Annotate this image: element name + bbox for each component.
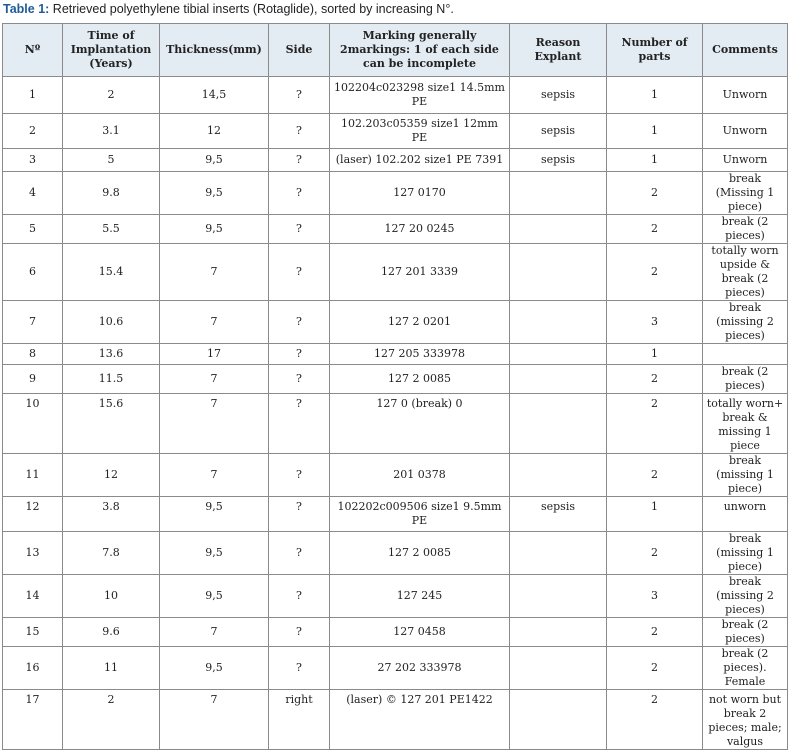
cell-comments: Unworn <box>703 77 788 114</box>
cell-comments: totally worn+ break & missing 1 piece <box>703 394 788 454</box>
cell-time: 15.4 <box>63 244 160 301</box>
cell-marking: (laser) 102.202 size1 PE 7391 <box>330 149 510 172</box>
cell-side: right <box>269 690 330 750</box>
cell-side: ? <box>269 301 330 344</box>
cell-marking: 127 201 3339 <box>330 244 510 301</box>
cell-parts: 1 <box>607 114 703 149</box>
cell-no: 16 <box>3 647 63 690</box>
table-row <box>3 618 788 647</box>
cell-marking: 102204c023298 size1 14.5mm PE <box>330 77 510 114</box>
table-row <box>3 215 788 244</box>
cell-thickness: 9,5 <box>160 172 269 215</box>
cell-marking: 127 0 (break) 0 <box>330 394 510 454</box>
cell-comments: break (missing 1 piece) <box>703 532 788 575</box>
table-row <box>3 301 788 344</box>
cell-side: ? <box>269 149 330 172</box>
table-row <box>3 394 788 454</box>
cell-time: 2 <box>63 690 160 750</box>
cell-comments: Unworn <box>703 114 788 149</box>
cell-thickness: 9,5 <box>160 532 269 575</box>
cell-reason <box>510 172 607 215</box>
col-header-comments: Comments <box>703 24 788 77</box>
cell-reason <box>510 690 607 750</box>
col-header-side: Side <box>269 24 330 77</box>
cell-thickness: 9,5 <box>160 497 269 532</box>
cell-reason <box>510 344 607 365</box>
cell-comments: break (Missing 1 piece) <box>703 172 788 215</box>
cell-no: 17 <box>3 690 63 750</box>
table-caption <box>3 2 454 16</box>
cell-parts: 2 <box>607 532 703 575</box>
cell-parts: 2 <box>607 172 703 215</box>
cell-no: 3 <box>3 149 63 172</box>
cell-side: ? <box>269 365 330 394</box>
cell-reason: sepsis <box>510 497 607 532</box>
cell-comments: break (missing 1 piece) <box>703 454 788 497</box>
cell-thickness: 7 <box>160 301 269 344</box>
cell-side: ? <box>269 244 330 301</box>
cell-no: 8 <box>3 344 63 365</box>
cell-marking: 127 20 0245 <box>330 215 510 244</box>
cell-thickness: 14,5 <box>160 77 269 114</box>
caption-text: Retrieved polyethylene tibial inserts (Rotaglide), sorted by increasing N°. <box>49 2 454 16</box>
col-header-thickness: Thickness(mm) <box>160 24 269 77</box>
cell-comments: break (2 pieces). Female <box>703 647 788 690</box>
cell-side: ? <box>269 647 330 690</box>
cell-time: 10 <box>63 575 160 618</box>
cell-parts: 1 <box>607 344 703 365</box>
cell-marking: 127 2 0201 <box>330 301 510 344</box>
cell-no: 7 <box>3 301 63 344</box>
cell-time: 3.8 <box>63 497 160 532</box>
cell-parts: 2 <box>607 647 703 690</box>
cell-comments: not worn but break 2 pieces; male; valgus <box>703 690 788 750</box>
cell-thickness: 9,5 <box>160 575 269 618</box>
cell-marking: 127 245 <box>330 575 510 618</box>
cell-time: 13.6 <box>63 344 160 365</box>
cell-reason: sepsis <box>510 114 607 149</box>
cell-time: 9.8 <box>63 172 160 215</box>
cell-thickness: 7 <box>160 394 269 454</box>
cell-marking: 127 205 333978 <box>330 344 510 365</box>
cell-parts: 2 <box>607 215 703 244</box>
table-row <box>3 344 788 365</box>
cell-thickness: 7 <box>160 244 269 301</box>
cell-thickness: 9,5 <box>160 647 269 690</box>
cell-thickness: 7 <box>160 454 269 497</box>
cell-time: 7.8 <box>63 532 160 575</box>
cell-marking: 27 202 333978 <box>330 647 510 690</box>
cell-no: 5 <box>3 215 63 244</box>
cell-no: 13 <box>3 532 63 575</box>
cell-reason <box>510 365 607 394</box>
col-header-parts: Number of parts <box>607 24 703 77</box>
cell-marking: 127 2 0085 <box>330 365 510 394</box>
cell-parts: 1 <box>607 77 703 114</box>
cell-side: ? <box>269 394 330 454</box>
cell-reason <box>510 454 607 497</box>
cell-marking: 201 0378 <box>330 454 510 497</box>
cell-time: 11 <box>63 647 160 690</box>
cell-side: ? <box>269 77 330 114</box>
cell-thickness: 7 <box>160 365 269 394</box>
col-header-no: Nº <box>3 24 63 77</box>
cell-no: 11 <box>3 454 63 497</box>
cell-time: 10.6 <box>63 301 160 344</box>
cell-comments <box>703 344 788 365</box>
cell-thickness: 9,5 <box>160 215 269 244</box>
cell-reason <box>510 575 607 618</box>
table-row <box>3 647 788 690</box>
cell-no: 10 <box>3 394 63 454</box>
cell-side: ? <box>269 215 330 244</box>
cell-marking: 127 0458 <box>330 618 510 647</box>
cell-no: 6 <box>3 244 63 301</box>
table-row <box>3 172 788 215</box>
cell-comments: break (missing 2 pieces) <box>703 575 788 618</box>
cell-time: 15.6 <box>63 394 160 454</box>
cell-thickness: 12 <box>160 114 269 149</box>
cell-side: ? <box>269 172 330 215</box>
cell-thickness: 7 <box>160 690 269 750</box>
cell-no: 14 <box>3 575 63 618</box>
cell-thickness: 17 <box>160 344 269 365</box>
cell-parts: 2 <box>607 690 703 750</box>
cell-parts: 1 <box>607 149 703 172</box>
table-row <box>3 690 788 750</box>
col-header-reason: Reason Explant <box>510 24 607 77</box>
table-row <box>3 575 788 618</box>
cell-side: ? <box>269 454 330 497</box>
cell-comments: unworn <box>703 497 788 532</box>
cell-time: 11.5 <box>63 365 160 394</box>
cell-no: 4 <box>3 172 63 215</box>
cell-marking: 127 0170 <box>330 172 510 215</box>
inserts-table <box>2 23 788 750</box>
cell-comments: break (2 pieces) <box>703 618 788 647</box>
table-row <box>3 77 788 114</box>
table-row <box>3 497 788 532</box>
cell-time: 5 <box>63 149 160 172</box>
cell-side: ? <box>269 114 330 149</box>
cell-parts: 2 <box>607 365 703 394</box>
cell-comments: break (2 pieces) <box>703 365 788 394</box>
cell-parts: 2 <box>607 454 703 497</box>
col-header-marking: Marking generally 2markings: 1 of each side can be incomplete <box>330 24 510 77</box>
cell-parts: 1 <box>607 497 703 532</box>
cell-marking: 102202c009506 size1 9.5mm PE <box>330 497 510 532</box>
cell-marking: 127 2 0085 <box>330 532 510 575</box>
cell-side: ? <box>269 618 330 647</box>
cell-no: 9 <box>3 365 63 394</box>
cell-thickness: 9,5 <box>160 149 269 172</box>
cell-marking: 102.203c05359 size1 12mm PE <box>330 114 510 149</box>
cell-time: 2 <box>63 77 160 114</box>
table-row <box>3 365 788 394</box>
cell-no: 1 <box>3 77 63 114</box>
table-row <box>3 149 788 172</box>
cell-side: ? <box>269 532 330 575</box>
cell-reason <box>510 618 607 647</box>
cell-parts: 3 <box>607 301 703 344</box>
table-row <box>3 454 788 497</box>
col-header-time: Time of Implantation (Years) <box>63 24 160 77</box>
cell-comments: break (missing 2 pieces) <box>703 301 788 344</box>
cell-parts: 2 <box>607 394 703 454</box>
cell-thickness: 7 <box>160 618 269 647</box>
cell-comments: break (2 pieces) <box>703 215 788 244</box>
table-row <box>3 244 788 301</box>
cell-parts: 3 <box>607 575 703 618</box>
cell-reason <box>510 301 607 344</box>
cell-no: 15 <box>3 618 63 647</box>
cell-reason: sepsis <box>510 77 607 114</box>
cell-time: 9.6 <box>63 618 160 647</box>
cell-marking: (laser) © 127 201 PE1422 <box>330 690 510 750</box>
header-row <box>3 24 788 77</box>
cell-comments: totally worn upside & break (2 pieces) <box>703 244 788 301</box>
cell-reason <box>510 647 607 690</box>
cell-parts: 2 <box>607 244 703 301</box>
cell-side: ? <box>269 344 330 365</box>
cell-time: 5.5 <box>63 215 160 244</box>
table-row <box>3 114 788 149</box>
cell-reason <box>510 215 607 244</box>
cell-reason: sepsis <box>510 149 607 172</box>
cell-side: ? <box>269 497 330 532</box>
cell-comments: Unworn <box>703 149 788 172</box>
table-row <box>3 532 788 575</box>
cell-time: 12 <box>63 454 160 497</box>
cell-time: 3.1 <box>63 114 160 149</box>
cell-reason <box>510 244 607 301</box>
cell-no: 12 <box>3 497 63 532</box>
cell-no: 2 <box>3 114 63 149</box>
cell-reason <box>510 394 607 454</box>
cell-parts: 2 <box>607 618 703 647</box>
cell-reason <box>510 532 607 575</box>
caption-label: Table 1: <box>3 2 50 16</box>
cell-side: ? <box>269 575 330 618</box>
